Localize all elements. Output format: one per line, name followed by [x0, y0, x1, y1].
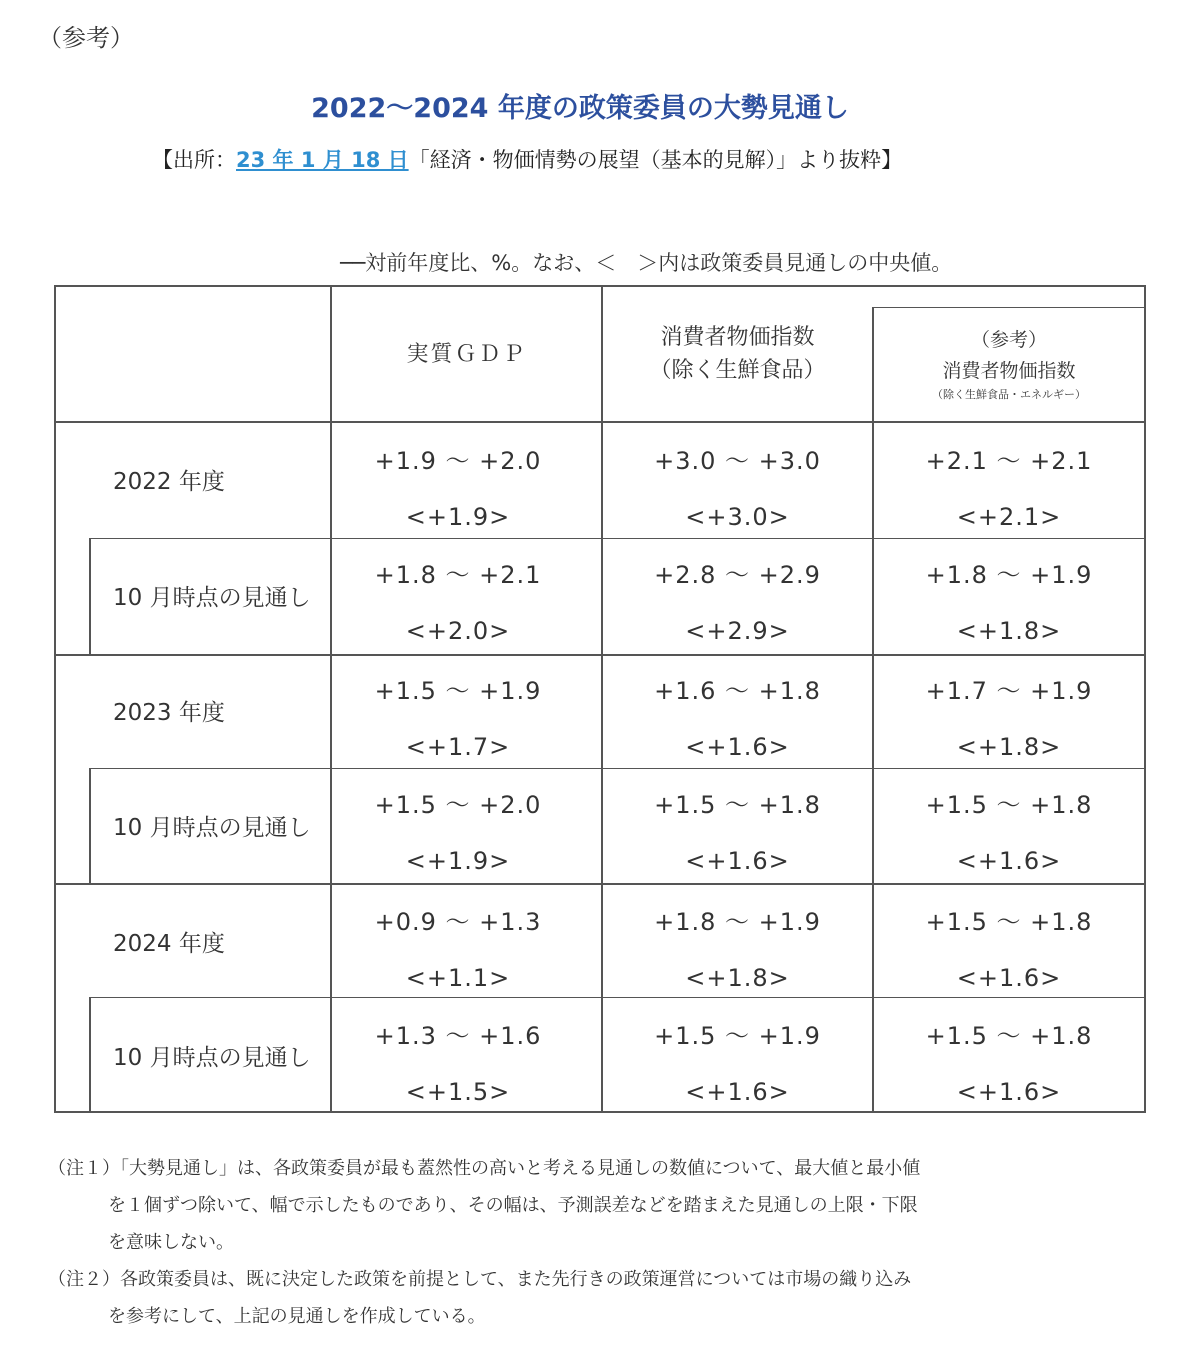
median-value: <+1.8> — [956, 617, 1062, 645]
header-divider — [54, 421, 1146, 423]
table-cell — [332, 663, 584, 775]
range-value: +1.6 ～ +1.8 — [654, 677, 821, 705]
range-value: +0.9 ～ +1.3 — [374, 908, 542, 936]
table-cell — [874, 1008, 1144, 1120]
indent-divider — [89, 768, 91, 884]
row-label-fy2024: 2024 年度 — [113, 931, 225, 957]
row-label-fy2022: 2022 年度 — [113, 469, 225, 495]
median-value: <+1.5> — [405, 1078, 511, 1106]
median-value: <+1.9> — [405, 503, 511, 531]
table-cell — [603, 777, 872, 889]
header-core-cpi-line1: 消費者物価指数 — [660, 325, 815, 350]
table-cell — [603, 1008, 872, 1120]
median-value: <+1.6> — [956, 964, 1062, 992]
note-2-line-2: を参考にして、上記の見通しを作成している。 — [108, 1306, 486, 1327]
range-value: +1.5 ～ +2.0 — [374, 791, 542, 819]
range-value: +1.7 ～ +1.9 — [925, 677, 1093, 705]
median-value: <+1.1> — [405, 964, 511, 992]
median-value: <+2.9> — [685, 617, 790, 645]
header-real-gdp — [332, 287, 601, 421]
median-value: <+1.8> — [956, 733, 1062, 761]
header-core-cpi — [603, 287, 872, 421]
range-value: +1.8 ～ +1.9 — [654, 908, 821, 936]
median-value: <+1.6> — [956, 847, 1062, 875]
median-value: <+1.9> — [405, 847, 511, 875]
source-suffix: 「経済・物価情勢の展望（基本的見解）」より抜粋】 — [408, 148, 903, 172]
header-real-gdp-label: 実質ＧＤＰ — [406, 341, 527, 367]
table-cell — [603, 433, 872, 545]
median-value: <+1.6> — [956, 1078, 1062, 1106]
table-cell — [332, 433, 584, 545]
page-title: 2022～2024 年度の政策委員の大勢見通し — [311, 93, 849, 124]
median-value: <+1.6> — [685, 733, 790, 761]
source-date-link[interactable]: 23 年 1 月 18 日 — [236, 148, 409, 172]
table-cell — [874, 663, 1144, 775]
range-value: +1.5 ～ +1.8 — [925, 1022, 1093, 1050]
header-ref-line3: （除く生鮮食品・エネルギー） — [932, 388, 1086, 402]
header-ref-line1: （参考） — [970, 329, 1047, 352]
median-value: <+2.0> — [405, 617, 511, 645]
range-value: +2.1 ～ +2.1 — [925, 447, 1093, 475]
table-cell — [332, 894, 584, 1006]
median-value: <+2.1> — [956, 503, 1062, 531]
median-value: <+1.6> — [685, 1078, 790, 1106]
table-cell — [874, 777, 1144, 889]
table-cell — [874, 547, 1144, 659]
unit-note: ──対前年度比、%。なお、＜ ＞内は政策委員見通しの中央値。 — [340, 251, 953, 275]
header-core-core-cpi — [874, 308, 1144, 421]
row-label-fy2023-october: 10 月時点の見通し — [113, 815, 311, 841]
header-core-cpi-line2: （除く生鮮食品） — [649, 358, 826, 383]
row-label-fy2022-october: 10 月時点の見通し — [113, 585, 311, 611]
source-prefix: 【出所： — [152, 148, 236, 172]
table-cell — [332, 777, 584, 889]
note-1-line-2: を１個ずつ除いて、幅で示したものであり、その幅は、予測誤差などを踏まえた見通しの上限・下限 — [108, 1195, 918, 1216]
range-value: +1.3 ～ +1.6 — [374, 1022, 542, 1050]
range-value: +2.8 ～ +2.9 — [654, 561, 821, 589]
reference-label: （参考） — [38, 24, 134, 52]
median-value: <+1.8> — [685, 964, 790, 992]
note-1-line-1: （注１）「大勢見通し」は、各政策委員が最も蓋然性の高いと考える見通しの数値について、最大値と最小値 — [48, 1158, 921, 1179]
row-label-fy2023: 2023 年度 — [113, 700, 225, 726]
table-cell — [332, 547, 584, 659]
note-1-line-3: を意味しない。 — [108, 1232, 234, 1253]
range-value: +1.9 ～ +2.0 — [374, 447, 542, 475]
note-2-line-1: （注２）各政策委員は、既に決定した政策を前提として、また先行きの政策運営については市場の織り込み — [48, 1269, 912, 1290]
indent-divider — [89, 538, 91, 655]
range-value: +1.5 ～ +1.9 — [374, 677, 542, 705]
median-value: <+1.6> — [685, 847, 790, 875]
header-ref-line2: 消費者物価指数 — [942, 359, 1076, 382]
median-value: <+3.0> — [685, 503, 790, 531]
range-value: +1.8 ～ +2.1 — [374, 561, 542, 589]
range-value: +3.0 ～ +3.0 — [654, 447, 821, 475]
range-value: +1.5 ～ +1.8 — [925, 908, 1093, 936]
range-value: +1.5 ～ +1.8 — [925, 791, 1093, 819]
range-value: +1.8 ～ +1.9 — [925, 561, 1093, 589]
table-cell — [332, 1008, 584, 1120]
source-line — [152, 144, 902, 174]
table-cell — [874, 894, 1144, 1006]
table-cell — [603, 663, 872, 775]
range-value: +1.5 ～ +1.9 — [654, 1022, 821, 1050]
row-label-fy2024-october: 10 月時点の見通し — [113, 1045, 311, 1071]
table-border-left — [54, 285, 56, 1113]
range-value: +1.5 ～ +1.8 — [654, 791, 821, 819]
median-value: <+1.7> — [405, 733, 511, 761]
indent-divider — [89, 997, 91, 1112]
table-cell — [874, 433, 1144, 545]
table-cell — [603, 894, 872, 1006]
table-cell — [603, 547, 872, 659]
table-border-right — [1144, 285, 1146, 1113]
